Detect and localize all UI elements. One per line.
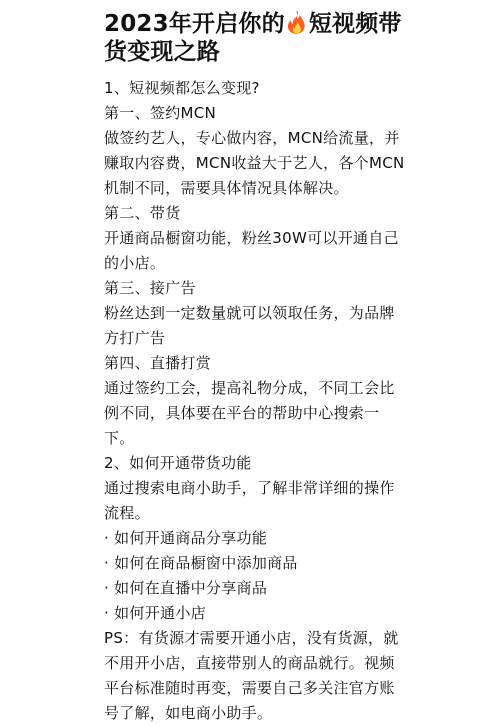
- paragraph: 通过签约工会，提高礼物分成，不同工会比例不同，具体要在平台的帮助中心搜索一下。: [104, 379, 395, 447]
- article-body: [104, 76, 407, 726]
- paragraph: 通过搜索电商小助手，了解非常详细的操作流程。: [104, 479, 395, 522]
- section-heading: 2、如何开通带货功能: [104, 454, 252, 472]
- title-text-end: 短视频带货变现之路: [104, 11, 402, 65]
- method-heading: 第四、直播打赏: [104, 354, 212, 372]
- list-item: · 如何在直播中分享商品: [104, 579, 268, 597]
- paragraph: 粉丝达到一定数量就可以领取任务，为品牌方打广告: [104, 304, 395, 347]
- paragraph: 做签约艺人，专心做内容，MCN给流量，并赚取内容费，MCN收益大于艺人，各个MCN机制不同，需要具体情况具体解决。: [104, 129, 405, 197]
- ps-paragraph: PS：有货源才需要开通小店，没有货源，就不用开小店，直接带别人的商品就行。视频平台标准随时再变，需要自己多关注官方账号了解，如电商小助手。: [104, 629, 399, 722]
- paragraph: 开通商品橱窗功能，粉丝30W可以开通自己的小店。: [104, 229, 399, 272]
- article-title: [104, 10, 407, 66]
- method-heading: 第二、带货: [104, 204, 181, 222]
- method-heading: 第一、签约MCN: [104, 104, 217, 122]
- list-item: · 如何开通小店: [104, 604, 206, 622]
- method-heading: 第三、接广告: [104, 279, 196, 297]
- section-heading: 1、短视频都怎么变现?: [104, 79, 260, 97]
- title-text-start: 2023年开启你的: [104, 11, 285, 37]
- fire-icon: [286, 10, 308, 34]
- list-item: · 如何在商品橱窗中添加商品: [104, 554, 298, 572]
- list-item: · 如何开通商品分享功能: [104, 529, 268, 547]
